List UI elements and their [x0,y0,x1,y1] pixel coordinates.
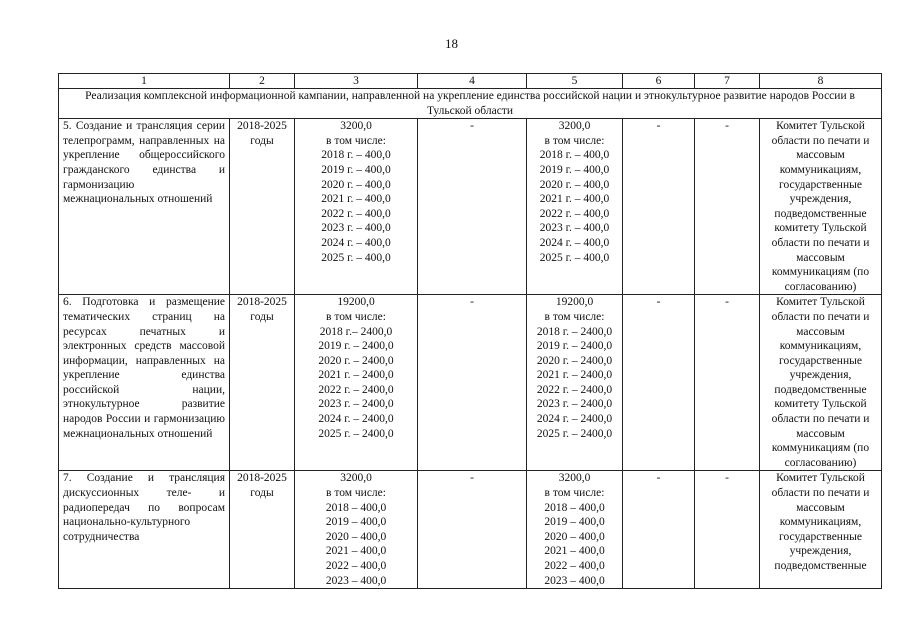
funding-line: 2023 – 400,0 [325,574,387,587]
funding-col-4: - [418,471,527,589]
funding-line: 2018 г. – 2400,0 [536,325,613,338]
funding-line: 2020 г. – 400,0 [321,178,391,191]
funding-line: 2025 г. – 400,0 [321,251,391,264]
header-col-2: 2 [230,74,295,89]
funding-line: 19200,0 [555,296,594,309]
header-col-5: 5 [527,74,623,89]
funding-line: в том числе: [326,310,386,323]
funding-line: 2018 – 400,0 [544,501,605,514]
table-row [59,119,882,295]
funding-line: 19200,0 [337,296,375,309]
executor: Комитет Тульской области по печати и массовым коммуникациям, государственные учреждения, подведомственные комитету Тульской области по печати и массовым коммуникациям (по согласованию) [760,295,882,471]
funding-line: 2023 – 400,0 [544,574,605,587]
funding-total-cell [295,119,418,295]
funding-line: 3200,0 [558,472,591,485]
funding-line: 2022 г. – 400,0 [321,207,391,220]
funding-line: 2019 г. – 2400,0 [536,340,613,353]
funding-regional-cell [527,471,623,589]
funding-line: 2024 г. – 2400,0 [536,413,613,426]
funding-line: в том числе: [544,310,605,323]
funding-line: 2021 г. – 2400,0 [536,369,613,382]
funding-line: 3200,0 [558,120,591,133]
funding-line: 2018 г. – 400,0 [321,149,391,162]
funding-line: 2019 г. – 2400,0 [318,340,394,353]
funding-line: 3200,0 [340,120,372,133]
funding-col-7: - [695,295,760,471]
funding-regional-cell [527,119,623,295]
header-row [59,74,882,89]
funding-line: 2022 г. – 2400,0 [536,383,613,396]
section-title: Реализация комплексной информационной кампании, направленной на укрепление единства российской нации и этнокультурное развитие народов России в Тульской области [59,89,882,119]
funding-col-6: - [623,471,695,589]
funding-line: 2024 г. – 400,0 [321,236,391,249]
funding-line: 2018 – 400,0 [325,501,387,514]
funding-col-6: - [623,295,695,471]
funding-line: 2025 г. – 2400,0 [536,427,613,440]
page-number: 18 [445,36,458,51]
program-table [58,73,882,589]
table-row [59,471,882,589]
funding-line: 2023 г. – 400,0 [321,222,391,235]
measure-name: 5. Создание и трансляция серии телепрограмм, направленных на укрепление общероссийского гражданского единства и гармонизацию межнациональных отношений [59,119,230,295]
funding-line: в том числе: [544,487,605,500]
measure-period: 2018-2025 годы [230,295,295,471]
executor: Комитет Тульской области по печати и массовым коммуникациям, государственные учреждения, подведомственные комитету Тульской области по печати и массовым коммуникациям (по согласованию) [760,119,882,295]
funding-line: 2019 – 400,0 [544,516,605,529]
funding-line: 2019 – 400,0 [325,516,387,529]
funding-line: 2021 – 400,0 [544,545,605,558]
header-col-6: 6 [623,74,695,89]
funding-line: 2019 г. – 400,0 [321,163,391,176]
funding-line: 2023 г. – 400,0 [539,222,610,235]
funding-total-cell [295,471,418,589]
header-col-8: 8 [760,74,882,89]
funding-total-cell [295,295,418,471]
funding-line: 2020 – 400,0 [325,530,387,543]
funding-line: 2021 г. – 400,0 [321,193,391,206]
funding-line: 2019 г. – 400,0 [539,163,610,176]
funding-col-7: - [695,119,760,295]
funding-line: 2023 г. – 2400,0 [536,398,613,411]
funding-line: 2024 г. – 400,0 [539,236,610,249]
funding-line: в том числе: [326,134,386,147]
funding-line: 2021 г. – 400,0 [539,193,610,206]
funding-line: 2022 – 400,0 [325,560,387,572]
header-col-3: 3 [295,74,418,89]
funding-line: 2022 – 400,0 [544,560,605,572]
funding-line: 2020 г. – 2400,0 [536,354,613,367]
funding-regional-cell [527,295,623,471]
funding-line: 2021 – 400,0 [325,545,387,558]
table-row [59,295,882,471]
funding-line: 2023 г. – 2400,0 [318,398,394,411]
funding-line: 2022 г. – 2400,0 [318,383,394,396]
funding-col-4: - [418,119,527,295]
funding-line: 3200,0 [340,472,372,485]
funding-line: 2022 г. – 400,0 [539,207,610,220]
funding-line: в том числе: [326,487,386,500]
funding-line: 2025 г. – 2400,0 [318,427,394,440]
executor: Комитет Тульской области по печати и массовым коммуникациям, государственные учреждения, подведомственные [760,471,882,589]
funding-line: 2018 г.– 2400,0 [319,325,393,338]
funding-line: в том числе: [544,134,605,147]
measure-period: 2018-2025 годы [230,119,295,295]
funding-line: 2018 г. – 400,0 [539,149,610,162]
funding-line: 2021 г. – 2400,0 [318,369,394,382]
funding-col-6: - [623,119,695,295]
measure-name: 6. Подготовка и размещение тематических страниц на ресурсах печатных и электронных средств массовой информации, направленных на укрепление единства российской нации, этнокультурное развитие народов России и гармонизацию межнациональных отношений [59,295,230,471]
header-col-7: 7 [695,74,760,89]
funding-line: 2025 г. – 400,0 [539,251,610,264]
funding-line: 2020 – 400,0 [544,530,605,543]
funding-col-4: - [418,295,527,471]
funding-line: 2024 г. – 2400,0 [318,413,394,426]
funding-line: 2020 г. – 400,0 [539,178,610,191]
header-col-1: 1 [59,74,230,89]
funding-col-7: - [695,471,760,589]
measure-period: 2018-2025 годы [230,471,295,589]
measure-name: 7. Создание и трансляция дискуссионных теле- и радиопередач по вопросам национально-культурного сотрудничества [59,471,230,589]
funding-line: 2020 г. – 2400,0 [318,354,394,367]
section-row [59,89,882,119]
header-col-4: 4 [418,74,527,89]
